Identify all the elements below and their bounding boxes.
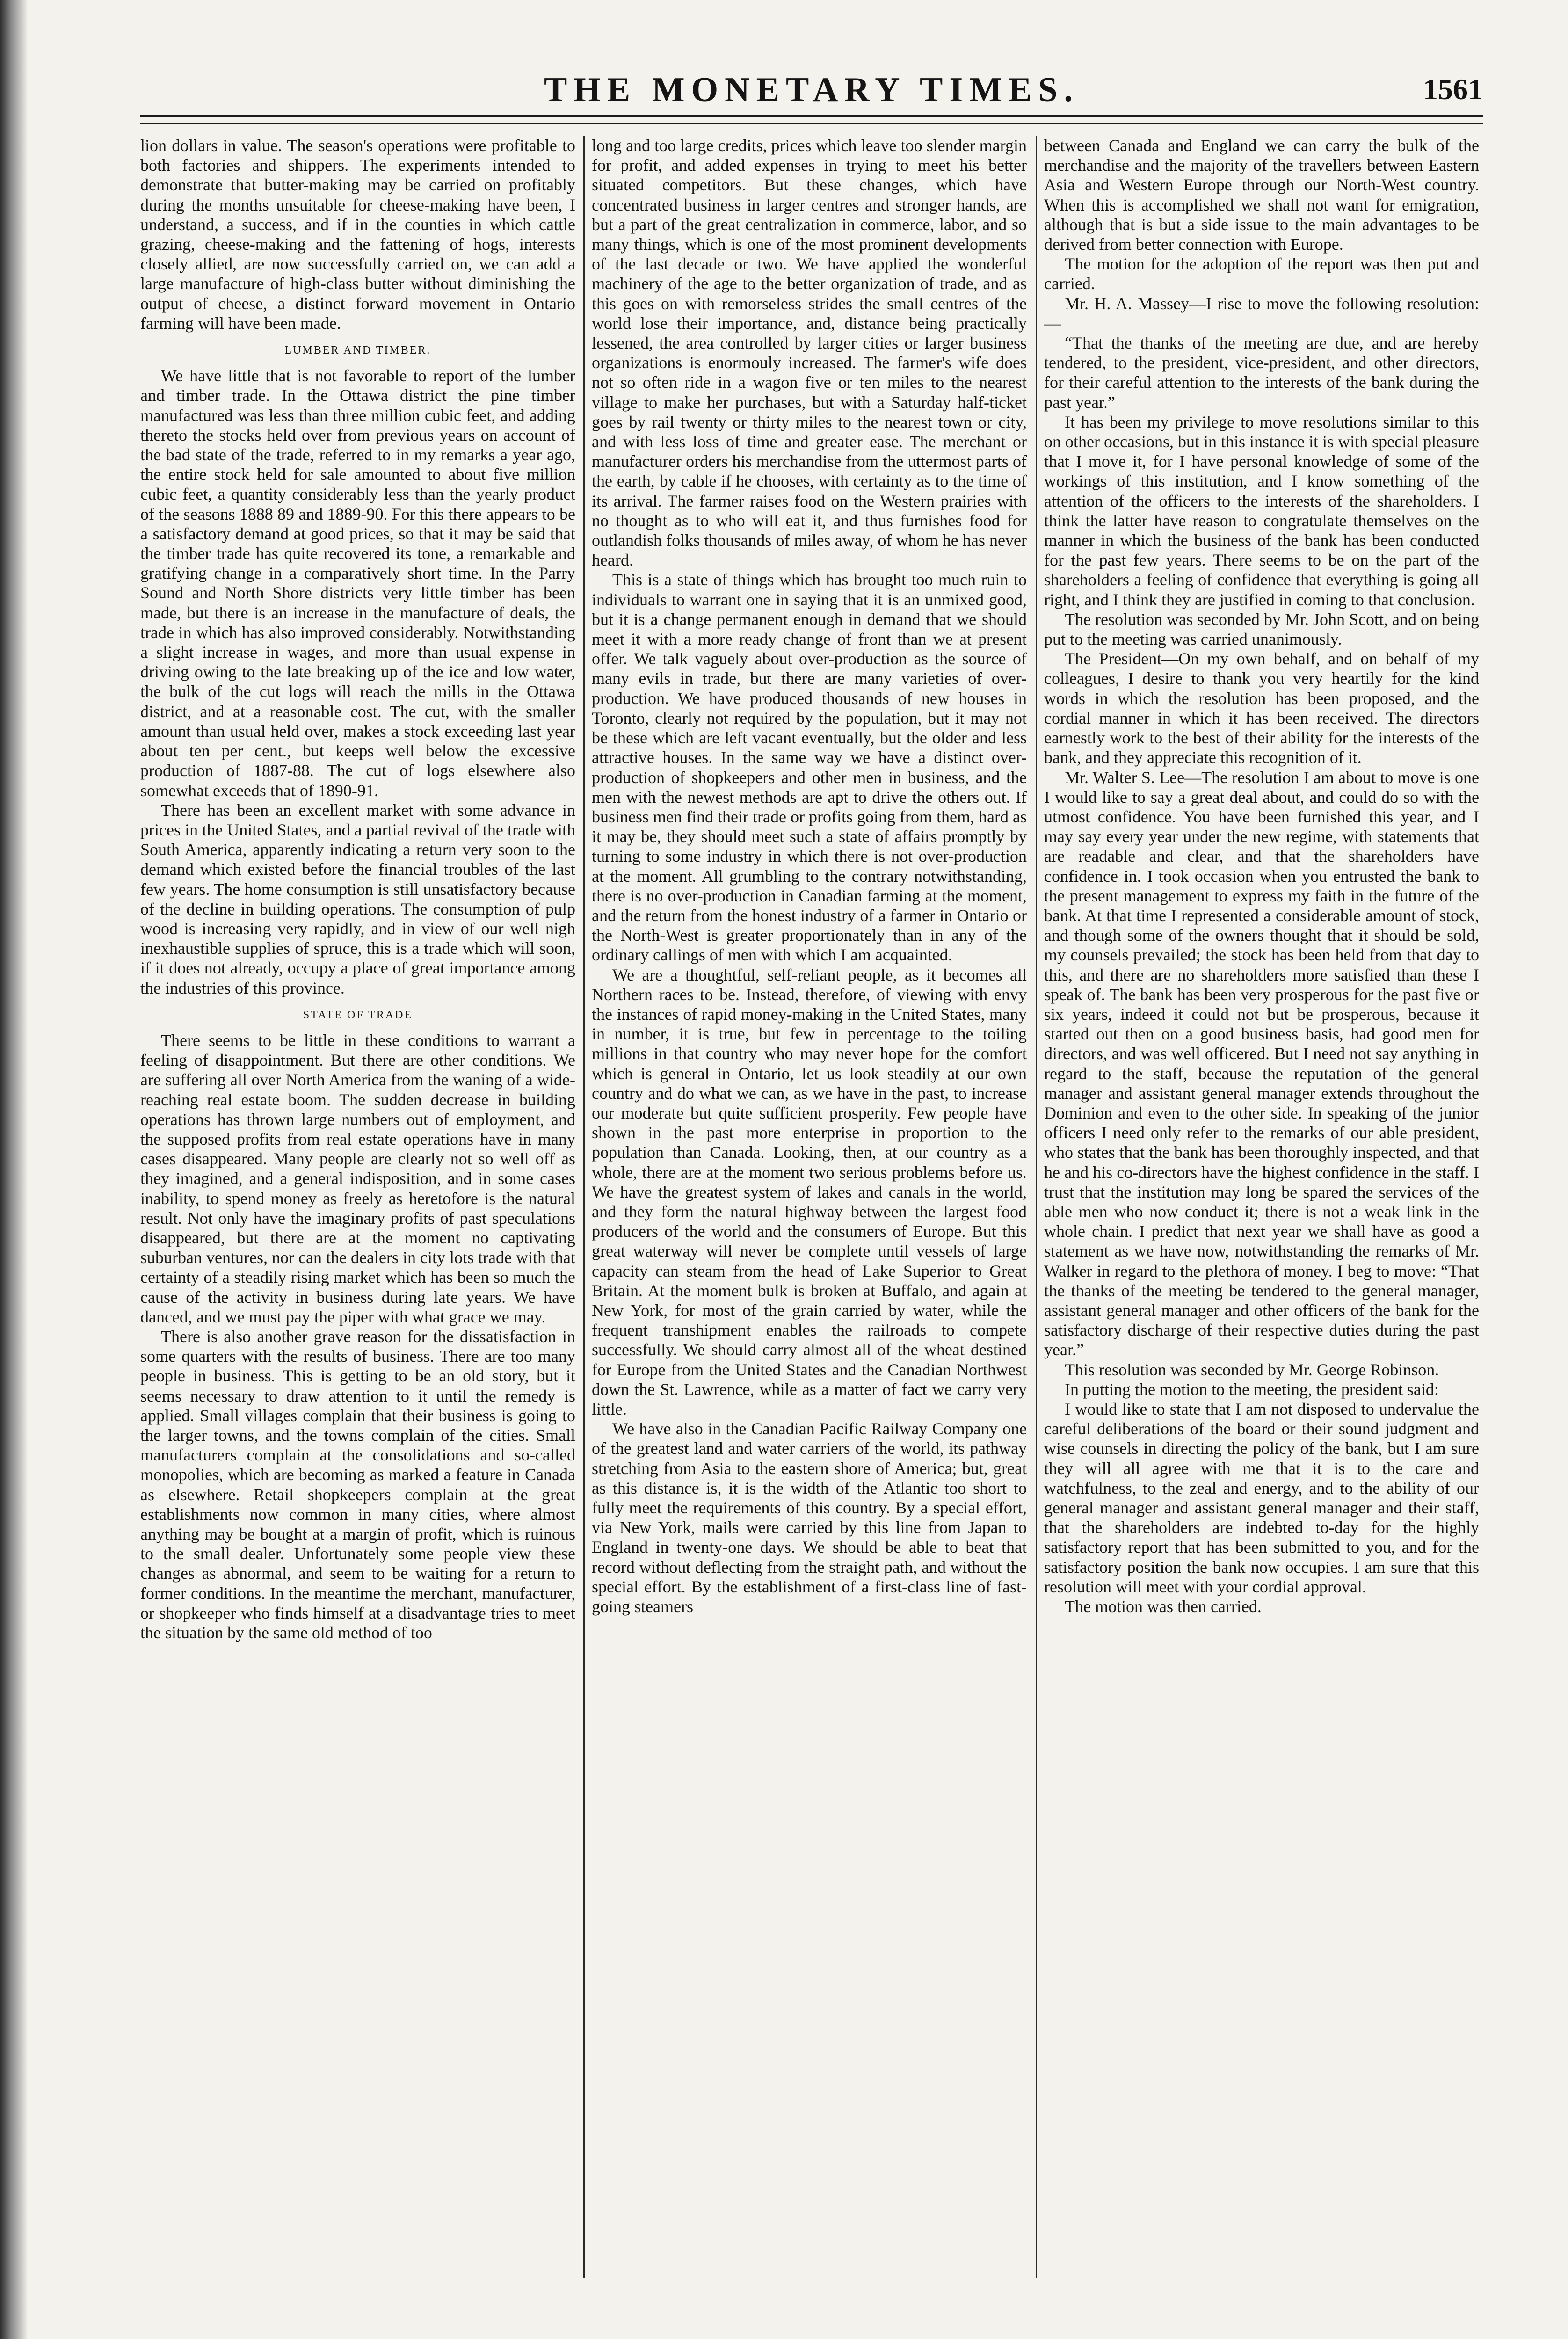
article-paragraph: There is also another grave reason for the dissatisfaction in some quarters with the results of business. There are too many people in business. This is getting to be an old story, but it seems necessary to draw attention to it until the remedy is applied. Small villages complain that their business is going to the larger towns, and the towns complain of the cities. Small manufacturers complain at the consolidations and so-called monopolies, which are becoming as marked a feature in Canada as elsewhere. Retail shopkeepers complain at the great establishments now common in many cities, where almost anything may be bought at a margin of profit, which is ruinous to the small dealer. Unfortunately some people view these changes as abnormal, and seem to be waiting for a return to former conditions. In the meantime the merchant, manufacturer, or shopkeeper who finds himself at a disadvantage tries to meet the situation by the same old method of too bbox=[140, 1327, 575, 1642]
article-paragraph: We have also in the Canadian Pacific Railway Company one of the greatest land and water carriers of the world, its pathway stretching from Asia to the eastern shore of America; but, great as this distance is, it is the width of the Atlantic too short to fully meet the requirements of this country. By a special effort, via New York, mails were carried by this line from Japan to England in twenty-one days. We should be able to beat that record without deflecting from the straight path, and without the special effort. By the establishment of a first-class line of fast-going steamers bbox=[592, 1419, 1027, 1616]
article-paragraph: Mr. H. A. Massey—I rise to move the following resolution:— bbox=[1044, 294, 1479, 333]
section-heading: STATE OF TRADE bbox=[303, 1009, 413, 1021]
column-divider-1 bbox=[583, 136, 585, 2278]
article-paragraph: There seems to be little in these conditions to warrant a feeling of disappointment. But there are other conditions. We are suffering all over North America from the waning of a wide-reaching real estate boom. The sudden decrease in building operations has thrown large numbers out of employment, and the supposed profits from real estate operations have in many cases disappeared. Many people are clearly not so well off as they imagined, and a general indisposition, and in some cases inability, to spend money as freely as heretofore is the natural result. Not only have the imaginary profits of past speculations disappeared, but there are at the moment no captivating suburban ventures, nor can the dealers in city lots trade with that certainty of a steadily rising market which has been so much the cause of the activity in business during late years. We have danced, and we must pay the piper with what grace we may. bbox=[140, 1031, 575, 1326]
column-divider-2 bbox=[1036, 136, 1037, 2278]
article-paragraph: Mr. Walter S. Lee—The resolution I am about to move is one I would like to say a great deal about, and could do so with the utmost confidence. You have been furnished this year, and I may say every year under the new regime, with statements that are readable and clear, and that the shareholders have confidence in. I took occasion when you entrusted the bank to the present management to express my faith in the future of the bank. At that time I represented a considerable amount of stock, and though some of the owners thought that it should be sold, my counsels prevailed; the stock has been held from that day to this, and there are no shareholders more satisfied than these I speak of. The bank has been very prosperous for the past five or six years, indeed it could not but be prosperous, because it started out then on a good business basis, had good men for directors, and was well officered. But I need not say anything in regard to the staff, because the reputation of the general manager and assistant general manager extends throughout the Dominion and even to the other side. In speaking of the junior officers I need only refer to the remarks of our able president, who states that the bank has been thoroughly inspected, and that he and his co-directors have the highest confidence in the staff. I trust that the institution may long be spared the services of the able men who now conduct it; there is not a weak link in the whole chain. I predict that next year we shall have as good a statement as we have now, notwithstanding the remarks of Mr. Walker in regard to the plethora of money. I beg to move: “That the thanks of the meeting be tendered to the general manager, assistant general manager and other officers of the bank for the satisfactory discharge of their respective duties during the past year.” bbox=[1044, 768, 1479, 1359]
column-3 bbox=[1044, 136, 1479, 2278]
article-paragraph: This resolution was seconded by Mr. George Robinson. bbox=[1065, 1360, 1439, 1379]
article-paragraph: This is a state of things which has brought too much ruin to individuals to warrant one in saying that it is an unmixed good, but it is a change permanent enough in demand that we should meet it with a more ready change of front than we at present offer. We talk vaguely about over-production as the source of many evils in trade, but there are many varieties of over-production. We have produced thousands of new houses in Toronto, clearly not required by the population, but it may not be these which are left vacant eventually, but the older and less attractive houses. In the same way we have a distinct over-production of shopkeepers and other men in business, and the men with the newest methods are apt to drive the others out. If business men find their trade or profits going from them, hard as it may be, they should meet such a state of affairs promptly by turning to some industry in which there is not over-production at the moment. All grumbling to the contrary notwithstanding, there is no over-production in Canadian farming at the moment, and the return from the honest industry of a farmer in Ontario or the North-West is greater proportionately than in any of the ordinary callings of men with which I am acquainted. bbox=[592, 570, 1027, 965]
column-1 bbox=[140, 136, 575, 2278]
article-paragraph: The President—On my own behalf, and on behalf of my colleagues, I desire to thank you very heartily for the kind words in which the resolution has been proposed, and the cordial manner in which it has been received. The directors earnestly work to the best of their ability for the interests of the bank, and they appreciate this recognition of it. bbox=[1044, 649, 1479, 767]
article-paragraph: lion dollars in value. The season's operations were profitable to both factories and shippers. The experiments intended to demonstrate that butter-making may be carried on profitably during the months unsuitable for cheese-making have been, I understand, a success, and if in the counties in which cattle grazing, cheese-making and the fattening of hogs, interests closely allied, are now successfully carried on, we can add a large manufacture of high-class butter without diminishing the output of cheese, a distinct forward movement in Ontario farming will have been made. bbox=[140, 136, 575, 333]
article-paragraph: “That the thanks of the meeting are due, and are hereby tendered, to the president, vice-president, and other directors, for their careful attention to the interests of the bank during the past year.” bbox=[1044, 334, 1479, 412]
article-paragraph: The motion was then carried. bbox=[1065, 1597, 1262, 1616]
article-paragraph: We have little that is not favorable to report of the lumber and timber trade. In the Ottawa district the pine timber manufactured was less than three million cubic feet, and adding thereto the stocks held over from previous years on account of the bad state of the trade, referred to in my remarks a year ago, the entire stock held for sale amounted to about five million cubic feet, a quantity considerably less than the yearly product of the seasons 1888 89 and 1889-90. For this there appears to be a satisfactory demand at good prices, so that it may be said that the timber trade has quite recovered its tone, a remarkable and gratifying change in a comparatively short time. In the Parry Sound and North Shore districts very little timber has been made, but there is an increase in the manufacture of deals, the trade in which has also improved considerably. Notwithstanding a slight increase in wages, and more than usual expense in driving owing to the late breaking up of the ice and low water, the bulk of the cut logs will reach the mills in the Ottawa district, and at a reasonable cost. The cut, with the smaller amount than usual held over, makes a stock exceeding last year about ten per cent., but keeps well below the excessive production of 1887-88. The cut of logs elsewhere also somewhat exceeds that of 1890-91. bbox=[140, 366, 575, 800]
article-paragraph: It has been my privilege to move resolutions similar to this on other occasions, but in this instance it is with special pleasure that I move it, for I have personal knowledge of some of the workings of this institution, and I know something of the attention of the officers to the interests of the shareholders. I think the latter have reason to congratulate themselves on the manner in which the business of the bank has been conducted for the past few years. There seems to be on the part of the shareholders a feeling of confidence that everything is going all right, and I think they are justified in coming to that conclusion. bbox=[1044, 412, 1479, 609]
section-heading: LUMBER AND TIMBER. bbox=[284, 344, 431, 357]
article-paragraph: long and too large credits, prices which leave too slender margin for profit, and added expenses in trying to meet his better situated competitors. But these changes, which have concentrated business in larger centres and stronger hands, are but a part of the great centralization in commerce, labor, and so many things, which is one of the most prominent developments of the last decade or two. We have applied the wonderful machinery of the age to the better organization of trade, and as this goes on with remorseless strides the small centres of the world lose their importance, and, distance being practically lessened, the area controlled by larger cities or larger business organizations is enormouly increased. The farmer's wife does not so often ride in a wagon five or ten miles to the nearest village to make her purchases, but with a Saturday half-ticket goes by rail twenty or thirty miles to the nearest town or city, and with less loss of time and greater ease. The merchant or manufacturer orders his merchandise from the uttermost parts of the earth, by cable if he chooses, with certainty as to the time of its arrival. The farmer raises food on the Western prairies with no thought as to who will eat it, and thus furnishes food for outlandish folks thousands of miles away, of whom he has never heard. bbox=[592, 136, 1027, 570]
header-rule-thick bbox=[140, 115, 1483, 117]
article-paragraph: In putting the motion to the meeting, the president said: bbox=[1065, 1380, 1439, 1399]
masthead bbox=[140, 70, 1483, 122]
article-paragraph: The motion for the adoption of the report was then put and carried. bbox=[1044, 254, 1479, 293]
article-paragraph: between Canada and England we can carry the bulk of the merchandise and the majority of the travellers between Eastern Asia and Western Europe through our North-West country. When this is accomplished we shall not want for emigration, although that is but a side issue to the main advantages to be derived from better connection with Europe. bbox=[1044, 136, 1479, 254]
article-paragraph: I would like to state that I am not disposed to undervalue the careful deliberations of the board or their sound judgment and wise counsels in directing the policy of the bank, but I am sure they will all agree with me that it is to the care and watchfulness, to the zeal and energy, and to the ability of our general manager and assistant general manager and their staff, that the shareholders are indebted to-day for the highly satisfactory report that has been submitted to you, and for the satisfactory position the bank now occupies. I am sure that this resolution will meet with your cordial approval. bbox=[1044, 1400, 1479, 1596]
article-paragraph: There has been an excellent market with some advance in prices in the United States, and a partial revival of the trade with South America, apparently indicating a return very soon to the demand which existed before the financial troubles of the last few years. The home consumption is still unsatisfactory because of the decline in building operations. The consumption of pulp wood is increasing very rapidly, and in view of our well nigh inexhaustible supplies of spruce, this is a trade which will soon, if it does not already, occupy a place of great importance among the industries of this province. bbox=[140, 800, 575, 997]
article-paragraph: The resolution was seconded by Mr. John Scott, and on being put to the meeting was carried unanimously. bbox=[1044, 610, 1479, 649]
column-2 bbox=[592, 136, 1027, 2278]
header-rule-thin bbox=[140, 123, 1483, 124]
page-binding-shadow bbox=[0, 0, 28, 2339]
page-number: 1561 bbox=[1423, 73, 1483, 106]
article-paragraph: We are a thoughtful, self-reliant people, as it becomes all Northern races to be. Instead, therefore, of viewing with envy the instances of rapid money-making in the United States, many in number, it is true, but few in percentage to the toiling millions in that country who may never hope for the comfort which is general in Ontario, let us look steadily at our own country and do what we can, as we have in the past, to increase our moderate but quite sufficient prosperity. Few people have shown in the past more enterprise in proportion to the population than Canada. Looking, then, at our country as a whole, there are at the moment two serious problems before us. We have the greatest system of lakes and canals in the world, and they form the natural highway between the largest food producers of the world and the consumers of Europe. But this great waterway will never be complete until vessels of large capacity can steam from the head of Lake Superior to Great Britain. At the moment bulk is broken at Buffalo, and again at New York, for most of the grain carried by water, while the frequent transhipment enables the railroads to compete successfully. We should carry almost all of the wheat destined for Europe from the United States and the Canadian Northwest down the St. Lawrence, while as a matter of fact we carry very little. bbox=[592, 965, 1027, 1418]
newspaper-title: THE MONETARY TIMES. bbox=[544, 71, 1079, 109]
